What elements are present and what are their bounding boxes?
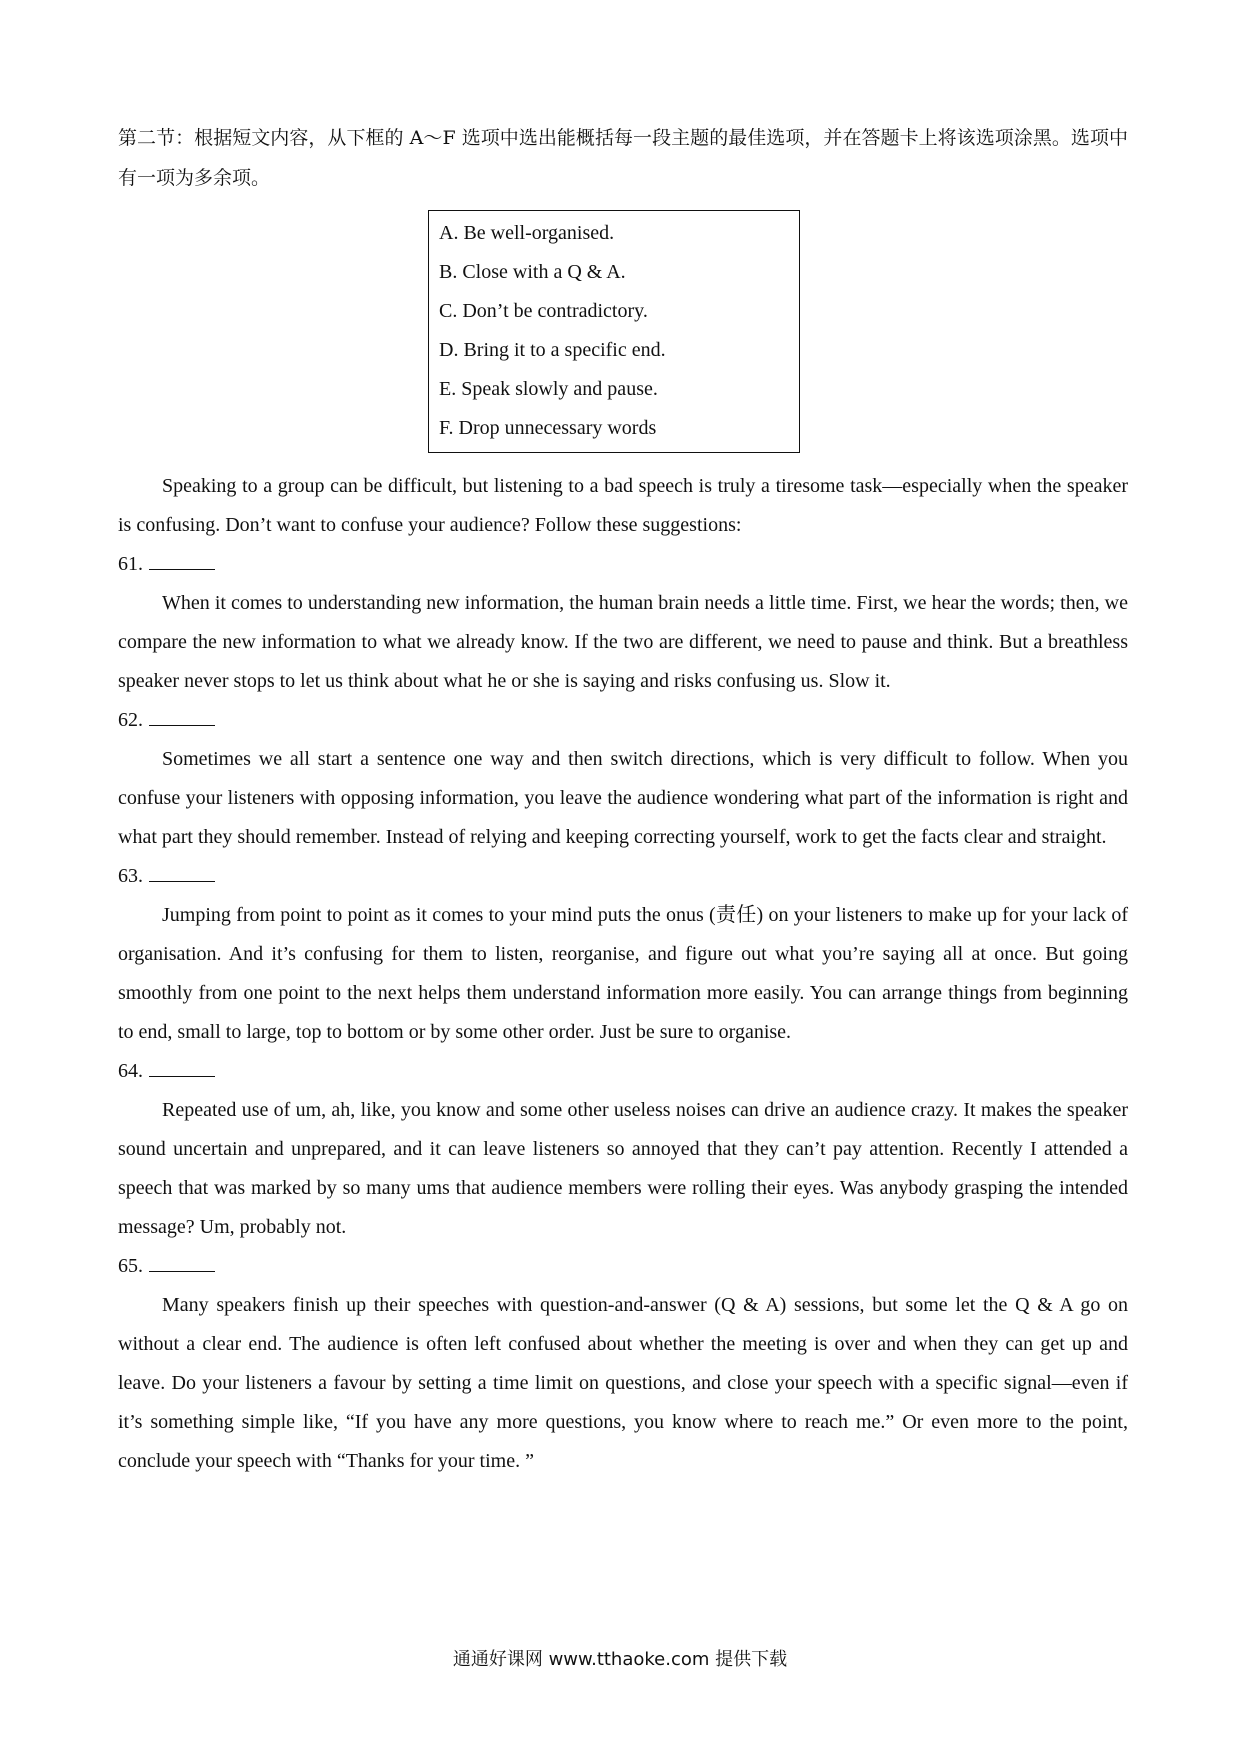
answer-blank bbox=[149, 1056, 215, 1077]
answer-blank bbox=[149, 549, 215, 570]
question-number: 61. bbox=[118, 553, 143, 575]
option-b: B. Close with a Q & A. bbox=[439, 261, 626, 283]
question-62 bbox=[118, 701, 1128, 740]
question-64 bbox=[118, 1052, 1128, 1091]
answer-blank bbox=[149, 861, 215, 882]
question-number: 62. bbox=[118, 709, 143, 731]
question-number: 65. bbox=[118, 1255, 143, 1277]
paragraph-62: Sometimes we all start a sentence one way and then switch directions, which is very difficult to follow. When you confuse your listeners with opposing information, you leave the audience wondering what part of the information is right and what part they should remember. Instead of relying and keeping correcting yourself, work to get the facts clear and straight. bbox=[118, 748, 1128, 848]
question-65 bbox=[118, 1247, 1128, 1286]
answer-blank bbox=[149, 705, 215, 726]
question-number: 63. bbox=[118, 865, 143, 887]
paragraph-63: Jumping from point to point as it comes to your mind puts the onus (责任) on your listeners to make up for your lack of organisation. And it’s confusing for them to listen, reorganise, and figure out what you’re saying all at once. But going smoothly from one point to the next helps them understand information more easily. You can arrange things from beginning to end, small to large, top to bottom or by some other order. Just be sure to organise. bbox=[118, 904, 1128, 1043]
options-box bbox=[428, 210, 800, 453]
page-footer: 通通好课网 www.tthaoke.com 提供下载 bbox=[452, 1649, 788, 1670]
option-c: C. Don’t be contradictory. bbox=[439, 300, 648, 322]
answer-blank bbox=[149, 1251, 215, 1272]
paragraph-64: Repeated use of um, ah, like, you know and some other useless noises can drive an audience crazy. It makes the speaker sound uncertain and unprepared, and it can leave listeners so annoyed that they can’t pay attention. Recently I attended a speech that was marked by so many ums that audience members were rolling their eyes. Was anybody grasping the intended message? Um, probably not. bbox=[118, 1099, 1128, 1238]
paragraph-65: Many speakers finish up their speeches with question-and-answer (Q & A) sessions, but some let the Q & A go on without a clear end. The audience is often left confused about whether the meeting is over and when they can get up and leave. Do your listeners a favour by setting a time limit on questions, and close your speech with a specific signal—even if it’s something simple like, “If you have any more questions, you know where to reach me.” Or even more to the point, conclude your speech with “Thanks for your time. ” bbox=[118, 1294, 1128, 1472]
worksheet-page bbox=[118, 118, 1128, 1481]
option-e: E. Speak slowly and pause. bbox=[439, 378, 658, 400]
question-number: 64. bbox=[118, 1060, 143, 1082]
paragraph-61: When it comes to understanding new information, the human brain needs a little time. First, we hear the words; then, we compare the new information to what we already know. If the two are different, we need to pause and think. But a breathless speaker never stops to let us think about what he or she is saying and risks confusing us. Slow it. bbox=[118, 592, 1128, 692]
option-d: D. Bring it to a specific end. bbox=[439, 339, 666, 361]
intro-paragraph: Speaking to a group can be difficult, but listening to a bad speech is truly a tiresome task—especially when the speaker is confusing. Don’t want to confuse your audience? Follow these suggestions: bbox=[118, 475, 1128, 536]
option-f: F. Drop unnecessary words bbox=[439, 417, 657, 439]
question-61 bbox=[118, 545, 1128, 584]
section-instruction: 第二节：根据短文内容，从下框的 A～F 选项中选出能概括每一段主题的最佳选项，并在答题卡上将该选项涂黑。选项中有一项为多余项。 bbox=[118, 127, 1128, 189]
question-63 bbox=[118, 857, 1128, 896]
option-a: A. Be well-organised. bbox=[439, 222, 615, 244]
passage bbox=[118, 467, 1128, 1481]
